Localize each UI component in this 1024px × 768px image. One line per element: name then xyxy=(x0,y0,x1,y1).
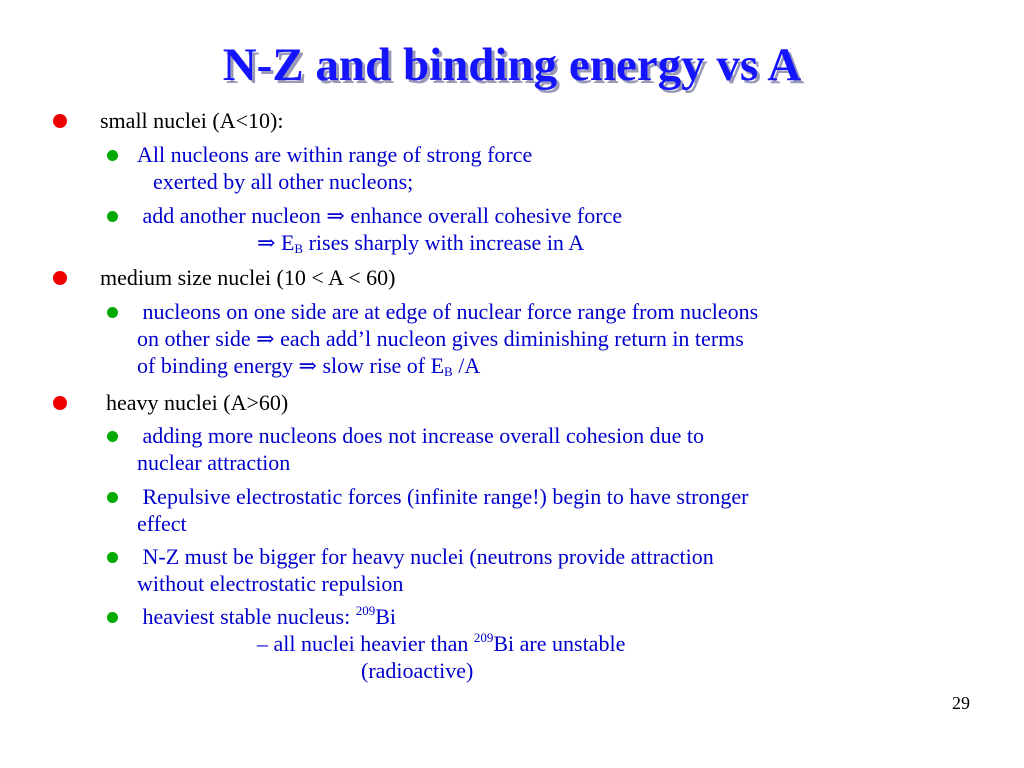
slide-title: N-Z and binding energy vs A xyxy=(222,39,802,91)
text-line: of binding energy ⇒ slow rise of $E_B$ /A xyxy=(137,353,481,379)
bullet-medium-nuclei: medium size nuclei (10 < A < 60) xyxy=(100,265,396,290)
implies-arrow: ⇒ xyxy=(257,230,276,255)
text-line: nucleons on one side are at edge of nuclear force range from nucleons xyxy=(142,299,759,324)
sub-bullet-all-nucleons xyxy=(137,141,532,195)
text-line: – all nuclei heavier than $^{209}$Bi are unstable xyxy=(257,630,626,656)
sub-bullet-n-z-bigger xyxy=(137,543,714,597)
text-line: on other side ⇒ each add’l nucleon gives diminishing return in terms xyxy=(137,326,744,351)
sub-bullet-repulsive-forces xyxy=(137,483,749,537)
bullet-icon xyxy=(53,396,67,410)
implies-arrow: ⇒ xyxy=(326,203,345,228)
bullet-icon xyxy=(107,431,118,442)
text-line: effect xyxy=(137,511,187,536)
text-line: without electrostatic repulsion xyxy=(137,571,404,596)
text-line: adding more nucleons does not increase overall cohesion due to xyxy=(142,423,704,448)
sub-bullet-edge-nucleons xyxy=(137,298,758,379)
implies-arrow: ⇒ xyxy=(256,326,275,351)
text-line: add another nucleon ⇒ enhance overall cohesive force xyxy=(142,203,623,228)
sub-bullet-no-cohesion xyxy=(137,422,704,476)
sub-bullet-add-nucleon xyxy=(137,202,622,256)
bullet-icon xyxy=(107,492,118,503)
sub-bullet-heaviest-stable xyxy=(137,603,625,684)
text-line: All nucleons are within range of strong force xyxy=(137,142,533,167)
bullet-icon xyxy=(53,271,67,285)
text-line: exerted by all other nucleons; xyxy=(153,169,414,194)
bullet-icon xyxy=(107,211,118,222)
text-line: Repulsive electrostatic forces (infinite range!) begin to have stronger xyxy=(142,484,749,509)
text-line: ⇒ $E_B$ rises sharply with increase in A xyxy=(257,230,585,256)
text-line: N-Z must be bigger for heavy nuclei (neutrons provide attraction xyxy=(142,544,714,569)
text-line: heaviest stable nucleus: $^{209}$Bi xyxy=(142,603,397,629)
bullet-icon xyxy=(107,552,118,563)
implies-arrow: ⇒ xyxy=(298,353,317,378)
page-number: 29 xyxy=(952,693,970,713)
bullet-icon xyxy=(107,307,118,318)
bullet-icon xyxy=(107,150,118,161)
bullet-icon xyxy=(53,114,67,128)
bullet-icon xyxy=(107,612,118,623)
bullet-small-nuclei: small nuclei (A<10): xyxy=(100,108,284,133)
text-line: nuclear attraction xyxy=(137,450,291,475)
text-line: (radioactive) xyxy=(361,658,474,683)
bullet-heavy-nuclei: heavy nuclei (A>60) xyxy=(106,390,289,415)
